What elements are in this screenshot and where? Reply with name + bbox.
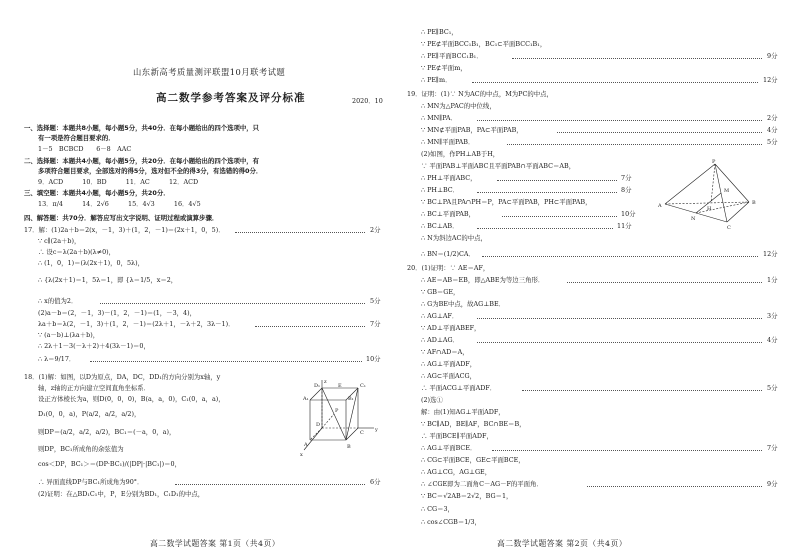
section1-title: 一、选择题：本题共8小题，每小题5分，共40分．在每小题给出的四个选项中，只 (24, 124, 260, 132)
q17-line: λa＋b＝λ(2，－1，3)＋(1，2，－1)＝(2λ＋1，－λ＋2，3λ－1)． (38, 320, 235, 328)
r-line: ∴ PE∥m． (421, 76, 452, 84)
cube-label: B (347, 444, 351, 450)
score-mark: 6分 (370, 478, 381, 486)
exam-date: 2020．10 (352, 97, 383, 105)
score-mark: 11分 (617, 222, 632, 230)
q19-line: ∴ MN∥平面PAB． (421, 138, 475, 146)
pyramid-label: A (658, 203, 662, 209)
page-footer: 高二数学试题答案 第1页（共4页） (150, 539, 281, 548)
q18-line: 18．(1)解：如图，以D为原点，DA，DC，DD₁的方向分别为x轴，y (24, 373, 221, 381)
leader-dots (255, 326, 365, 327)
q19-line: ∴ MN为△PAC的中位线， (421, 102, 496, 110)
pyramid-label: C (727, 225, 731, 230)
q20-line: 20．(1)证明：∵ AE＝AF， (407, 264, 490, 272)
q20-line: ∴ 平面BCE∥平面ADF， (421, 432, 493, 440)
cube-label: A (304, 442, 308, 448)
section2-answers: 9．ACD 10．BD 11．AC 12．ACD (38, 178, 199, 186)
q19-line: (2)如图，作PH⊥AB于H， (421, 150, 500, 158)
q19-line: 19．证明：(1)∵ N为AC的中点，M为PC的中点， (407, 90, 553, 98)
leader-dots (175, 484, 365, 485)
leader-dots (90, 361, 362, 362)
section3-title: 三、填空题：本题共4小题，每小题5分，共20分． (24, 189, 170, 197)
score-mark: 5分 (767, 384, 778, 392)
q20-line: ∵ AF∩AD＝A， (421, 348, 469, 356)
page-footer: 高二数学试题答案 第2页（共4页） (497, 539, 628, 548)
q20-line: ∵ AD⊥平面ABEF， (421, 324, 481, 332)
section1-answers: 1－5 BCBCD 6－8 AAC (38, 145, 132, 153)
q20-line: ∴ AG⊥CG，AG⊥GE， (421, 468, 492, 476)
section4-title: 四、解答题：共70分．解答应写出文字说明、证明过程或演算步骤． (24, 214, 219, 222)
r-line: ∴ PE∥BC₁， (421, 28, 458, 36)
leader-dots (477, 228, 613, 229)
section3-answers: 13．π/4 14．2√6 15．4√3 16．4√5 (38, 200, 201, 208)
leader-dots (512, 58, 762, 59)
r-line: ∵ PE⊄平面BCC₁B₁，BC₁⊂平面BCC₁B₁， (421, 40, 547, 48)
q17-line: ∵ (a－b)⊥(λa＋b)， (38, 331, 100, 339)
leader-dots (497, 180, 617, 181)
cube-label: C (360, 430, 364, 436)
q17-line: ∵ c∥(2a＋b)， (38, 237, 81, 245)
q20-line: ∴ AG⊥AF． (421, 312, 459, 320)
leader-dots (587, 486, 762, 487)
q18-line: cos＜DP，BC₁＞＝(DP·BC₁)/(|DP|·|BC₁|)＝0， (38, 460, 181, 468)
q18-line: 设正方体棱长为a，则D(0，0，0)，B(a，a，0)，C₁(0，a，a)， (38, 395, 225, 403)
q18-line: 轴，z轴的正方向建立空间直角坐标系． (38, 384, 151, 392)
q20-line: ∴ AG⊥平面ADF， (421, 360, 477, 368)
leader-dots (522, 390, 762, 391)
q20-line: ∵ GB＝GE， (421, 288, 460, 296)
score-mark: 8分 (621, 186, 632, 194)
score-mark: 5分 (370, 297, 381, 305)
q20-line: 解：由(1)知AG⊥平面ADF， (421, 408, 505, 416)
q20-line: ∴ G为BE中点，故AG⊥BE． (421, 300, 505, 308)
q19-line: ∵ MN⊄平面PAB，PA⊂平面PAB， (421, 126, 523, 134)
leader-dots (492, 450, 762, 451)
leader-dots (477, 318, 762, 319)
q19-line: ∵ BC⊥PA且PA∩PH＝P，PA⊂平面PAB，PH⊂平面PAB， (421, 198, 592, 206)
score-mark: 2分 (767, 114, 778, 122)
q20-line: ∴ AD⊥AG． (421, 336, 459, 344)
q18-line: ∴ 异面直线DP与BC₁所成角为90°． (38, 478, 144, 486)
q17-line: 17．解：(1)2a＋b＝2(x，－1，3)＋(1，2，－1)＝(2x＋1，0，5)． (24, 226, 225, 234)
pyramid-label: H (707, 206, 712, 212)
q17-line: ∴ (1，0，1)＝(λ(2x＋1)，0，5λ)， (38, 259, 144, 267)
leader-dots (482, 256, 758, 257)
q20-line: ∴ AE＝AB＝EB，即△ABE为等边三角形． (421, 276, 545, 284)
score-mark: 12分 (763, 76, 778, 84)
leader-dots (557, 132, 762, 133)
cube-label: P (335, 408, 339, 414)
score-mark: 2分 (370, 226, 381, 234)
q18-line: 则DP＝(a/2，a/2，a/2)，BC₁＝(－a，0，a)， (38, 428, 176, 436)
cube-label: y (375, 427, 378, 433)
score-mark: 12分 (763, 250, 778, 258)
q17-line: ∴ {λ(2x＋1)＝1，5λ＝1，即 {λ＝1/5，x＝2， (38, 276, 178, 284)
leader-dots (100, 303, 365, 304)
q17-line: ∴ 设c＝λ(2a＋b)(λ≠0)， (38, 248, 116, 256)
score-mark: 3分 (767, 312, 778, 320)
q19-line: ∴ BC⊥AB． (421, 222, 459, 230)
leader-dots (235, 232, 365, 233)
q18-line: D₁(0，0，a)，P(a/2，a/2，a/2)， (38, 410, 141, 418)
pyramid-label: N (691, 216, 696, 222)
q20-line: ∴ AG⊂平面ACG， (421, 372, 476, 380)
cube-label: D₁ (314, 383, 321, 389)
answer-page-2 (397, 0, 794, 558)
q19-line: ∴ N为斜边AC的中点， (421, 234, 487, 242)
leader-dots (567, 282, 762, 283)
cube-label: B₁ (348, 396, 354, 402)
q20-line: ∴ 平面ACG⊥平面ADF． (421, 384, 497, 392)
r-line: ∴ PE∥平面BCC₁B₁． (421, 52, 483, 60)
q20-line: ∴ AG⊥平面BCE． (421, 444, 477, 452)
leader-dots (477, 192, 617, 193)
q20-line: ∵ BC＝√2AB＝2√2，BG＝1， (421, 492, 513, 500)
q17-line: ∴ 2λ＋1－3(－λ＋2)＋4(3λ－1)＝0， (38, 342, 150, 350)
score-mark: 10分 (621, 210, 636, 218)
q17-line: ∴ x的值为2． (38, 297, 78, 305)
cube-label: x (300, 452, 303, 458)
leader-dots (477, 342, 762, 343)
q18-line: (2)证明：在△BD₁C₁中，P，E分别为BD₁，C₁D₁的中点， (38, 490, 205, 498)
score-mark: 9分 (767, 52, 778, 60)
q20-line: ∴ cos∠CGB＝1/3， (421, 518, 481, 526)
pyramid-label: P (712, 159, 716, 165)
leader-dots (472, 82, 758, 83)
pyramid-label: B (752, 200, 756, 206)
q18-line: 则DP，BC₁所成角的余弦值为 (38, 445, 124, 453)
leader-dots (477, 120, 762, 121)
q20-line: ∴ CG＝3， (421, 505, 454, 513)
section2-title: 二、选择题：本题共4小题，每小题5分，共20分．在每小题给出的四个选项中，有 (24, 157, 260, 165)
q19-line: ∴ MN∥PA． (421, 114, 457, 122)
q19-line: ∴ PH⊥平面ABC， (421, 174, 477, 182)
exam-header: 山东新高考质量测评联盟10月联考试题 (133, 67, 286, 77)
score-mark: 1分 (767, 276, 778, 284)
section1-title-cont: 有一项是符合题目要求的． (38, 134, 115, 142)
q19-line: ∵ 平面PAB⊥平面ABC且平面PAB∩平面ABC＝AB， (421, 162, 576, 170)
q17-line: (2)a－b＝(2，－1，3)－(1，2，－1)＝(1，－3，4)， (38, 309, 196, 317)
leader-dots (507, 144, 762, 145)
section2-title-cont: 多项符合题目要求，全部选对的得5分，选对但不全的得3分，有选错的得0分． (38, 167, 263, 175)
q20-line: ∴ CG⊂平面BCE，GE⊂平面BCE， (421, 456, 525, 464)
cube-figure (300, 378, 382, 458)
leader-dots (502, 216, 617, 217)
score-mark: 9分 (767, 480, 778, 488)
q19-line: ∴ PH⊥BC． (421, 186, 460, 194)
cube-label: D (316, 422, 321, 428)
score-mark: 7分 (767, 444, 778, 452)
score-mark: 7分 (370, 320, 381, 328)
pyramid-label: M (724, 188, 730, 194)
q19-line: ∴ BC⊥平面PAB， (421, 210, 476, 218)
pyramid-figure (655, 158, 775, 230)
score-mark: 4分 (767, 126, 778, 134)
q20-line: ∴ ∠CGE即为二面角C－AG－F的平面角． (421, 480, 543, 488)
cube-label: z (324, 379, 327, 385)
q20-line: (2)选① (421, 396, 443, 404)
q19-line: ∴ BN＝(1/2)CA． (421, 250, 475, 258)
cube-label: A₁ (303, 396, 309, 402)
score-mark: 5分 (767, 138, 778, 146)
q20-line: ∵ BC∥AD，BE∥AF，BC∩BE＝B， (421, 420, 526, 428)
r-line: ∵ PE⊄平面m， (421, 64, 467, 72)
score-mark: 10分 (366, 355, 381, 363)
score-mark: 4分 (767, 336, 778, 344)
q17-line: ∴ λ＝9/17． (38, 355, 76, 363)
cube-label: E (338, 383, 342, 389)
cube-label: C₁ (360, 383, 366, 389)
page-title: 高二数学参考答案及评分标准 (156, 92, 306, 104)
score-mark: 7分 (621, 174, 632, 182)
